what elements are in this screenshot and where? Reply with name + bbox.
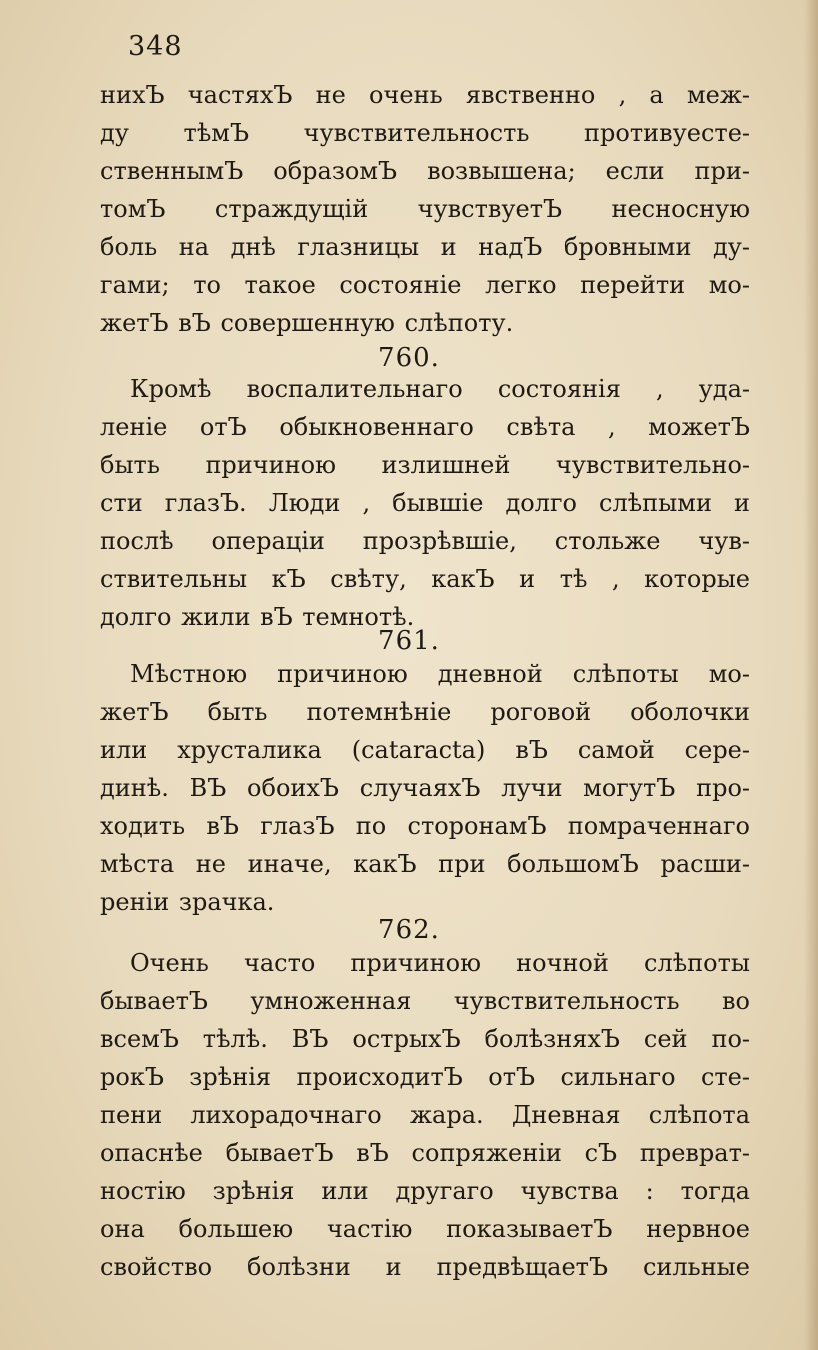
text-line: сти глазЪ. Люди , бывшіе долго слѣпыми и [100,489,750,517]
section-number-762: 762. [378,915,440,945]
paragraph-761 [100,655,750,921]
page-number: 348 [128,31,183,62]
text-line: реніи зрачка. [100,888,275,916]
text-line: послѣ операціи прозрѣвшіе, стольже чув- [100,527,750,555]
text-line: ственнымЪ образомЪ возвышена; если при- [100,157,750,185]
section-number-760: 760. [378,343,440,373]
text-line: нихЪ частяхЪ не очень явственно , а меж- [100,81,750,109]
text-line: динѣ. ВЪ обоихЪ случаяхЪ лучи могутЪ про- [100,774,750,802]
text-line: ностію зрѣнія или другаго чувства : тогда [100,1177,750,1205]
paragraph-continuation [100,76,750,342]
text-line: жетЪ быть потемнѣніе роговой оболочки [100,698,750,726]
text-line: гами; то такое состояніе легко перейти мо- [100,271,750,299]
text-line: опаснѣе бываетЪ вЪ сопряженіи сЪ преврат- [100,1139,750,1167]
text-line: мѣста не иначе, какЪ при большомЪ расши- [100,850,750,878]
text-line: пени лихорадочнаго жара. Дневная слѣпота [100,1101,750,1129]
text-line: жетЪ вЪ совершенную слѣпоту. [100,309,514,337]
text-line: всемЪ тѣлѣ. ВЪ острыхЪ болѣзняхЪ сей по- [100,1025,750,1053]
text-line: ходить вЪ глазЪ по сторонамЪ помраченнаго [100,812,750,840]
text-line: Мѣстною причиною дневной слѣпоты мо- [130,660,750,688]
text-line: она большею частію показываетЪ нервное [100,1215,750,1243]
text-line: долго жили вЪ темнотѣ. [100,603,415,631]
text-line: рокЪ зрѣнія происходитЪ отЪ сильнаго сте- [100,1063,750,1091]
text-line: Кромѣ воспалительнаго состоянія , уда- [130,375,750,403]
text-line: быть причиною излишней чувствительно- [100,451,750,479]
page-edge-shadow [804,0,818,1350]
paragraph-762 [100,944,750,1286]
text-line: томЪ страждущій чувствуетЪ несносную [100,195,750,223]
paragraph-760 [100,370,750,636]
text-line: или хрусталика (cataracta) вЪ самой сере- [100,736,750,764]
text-line: боль на днѣ глазницы и надЪ бровными ду- [100,233,750,261]
text-line: ду тѣмЪ чувствительность противуесте- [100,119,750,147]
text-line: леніе отЪ обыкновеннаго свѣта , можетЪ [100,413,750,441]
text-line: Очень часто причиною ночной слѣпоты [130,949,750,977]
text-line: свойство болѣзни и предвѣщаетЪ сильные [100,1253,750,1281]
section-number-761: 761. [378,626,440,656]
text-line: бываетЪ умноженная чувствительность во [100,987,750,1015]
text-line: ствительны кЪ свѣту, какЪ и тѣ , которые [100,565,750,593]
